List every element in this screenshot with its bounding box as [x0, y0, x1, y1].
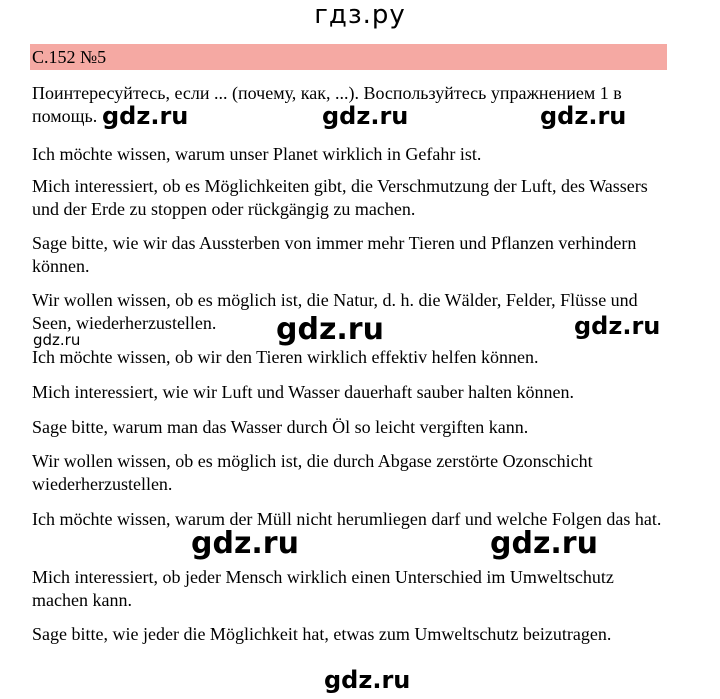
watermark: gdz.ru [102, 102, 189, 130]
sentence-5: Ich möchte wissen, ob wir den Tieren wirklich effektiv helfen können. [32, 347, 539, 367]
watermark: gdz.ru [191, 526, 299, 561]
task-number-label: С.152 №5 [32, 47, 107, 67]
sentence-4: Wir wollen wissen, ob es möglich ist, die Natur, d. h. die Wälder, Felder, Flüsse und Seen, wiederherzustellen. [32, 290, 638, 333]
watermark: gdz.ru [540, 102, 627, 130]
sentence-1: Ich möchte wissen, warum unser Planet wirklich in Gefahr ist. [32, 144, 482, 164]
watermark: gdz.ru [490, 526, 598, 561]
sentence-2: Mich interessiert, ob es Möglichkeiten gibt, die Verschmutzung der Luft, des Wassers und der Erde zu stoppen oder rückgängig zu machen. [32, 176, 648, 219]
watermark: gdz.ru [276, 312, 384, 347]
watermark: gdz.ru [324, 666, 411, 694]
instruction-text: Поинтересуйтесь, если ... (почему, как, ...). Воспользуйтесь упражнением 1 в помощь. [32, 83, 622, 126]
watermark: gdz.ru [574, 312, 661, 340]
sentence-11: Sage bitte, wie jeder die Möglichkeit hat, etwas zum Umweltschutz beizutragen. [32, 624, 612, 644]
site-title: гдз.ру [314, 0, 406, 30]
watermark: gdz.ru [33, 331, 81, 349]
sentence-6: Mich interessiert, wie wir Luft und Wasser dauerhaft sauber halten können. [32, 382, 575, 402]
sentence-3: Sage bitte, wie wir das Aussterben von immer mehr Tieren und Pflanzen verhindern können. [32, 233, 637, 276]
sentence-10: Mich interessiert, ob jeder Mensch wirklich einen Unterschied im Umweltschutz machen kann. [32, 567, 614, 610]
sentence-8: Wir wollen wissen, ob es möglich ist, die durch Abgase zerstörte Ozonschicht wiederherzustellen. [32, 451, 593, 494]
sentence-7: Sage bitte, warum man das Wasser durch Öl so leicht vergiften kann. [32, 417, 529, 437]
task-header-bar [30, 44, 667, 70]
sentence-9: Ich möchte wissen, warum der Müll nicht herumliegen darf und welche Folgen das hat. [32, 509, 662, 529]
watermark: gdz.ru [322, 102, 409, 130]
